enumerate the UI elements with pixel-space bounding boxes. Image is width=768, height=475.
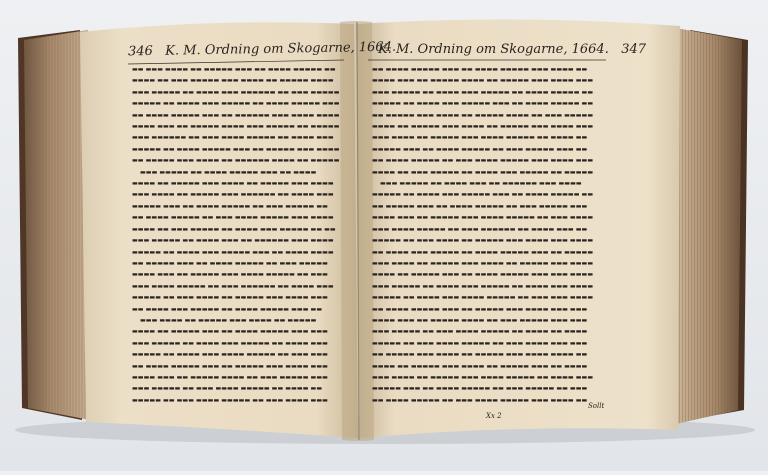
left-header-title: K. M. Ordning om Skogarne, 1664. [165,39,397,59]
right-running-head [378,42,646,57]
right-page-signature: Xx 2 [486,412,502,420]
right-page-catchword: Sollt [588,402,605,410]
left-page-body-text: ▬▬ ▬▬▬ ▬▬▬▬ ▬▬ ▬▬▬▬▬ ▬▬▬ ▬▬ ▬▬▬▬ ▬▬▬▬▬ ▬▬ ▬▬▬▬ ▬▬ ▬▬▬ ▬▬▬▬▬ ▬▬▬ ▬▬▬▬ ▬▬ ▬▬▬▬▬ ▬▬▬▬ ▬▬▬ ▬▬▬▬▬ ▬▬ ▬▬▬▬ ▬▬▬ ▬▬▬▬▬▬ ▬▬ ▬▬▬ ▬▬▬▬▬ ▬▬▬▬▬ ▬▬ ▬▬▬▬ ▬▬▬ ▬▬▬▬▬ ▬▬ ▬▬▬▬ ▬▬▬▬▬ ▬▬▬ ▬▬ ▬▬▬▬ ▬▬▬▬▬ ▬▬▬ ▬▬ ▬▬▬▬▬▬ ▬▬▬ ▬▬▬▬ ▬▬▬▬ ▬▬▬▬ ▬▬▬ ▬▬ ▬▬▬▬▬ ▬▬▬▬ ▬▬▬ ▬▬▬▬▬ ▬▬ ▬▬▬▬▬ ▬▬▬ ▬▬▬▬▬▬ ▬▬ ▬▬▬ ▬▬▬▬ ▬▬▬▬▬ ▬▬ ▬▬▬▬ ▬▬▬ ▬▬▬▬▬ ▬▬ ▬▬▬▬ ▬▬▬▬▬ ▬▬▬ ▬▬ ▬▬▬▬▬ ▬▬▬ ▬▬▬▬ ▬▬ ▬▬▬▬▬ ▬▬▬ ▬▬▬▬ ▬▬ ▬▬▬▬▬▬ ▬▬▬▬ ▬▬ ▬▬▬▬▬ ▬▬▬ ▬▬▬▬▬ ▬▬ ▬▬▬▬ ▬▬▬▬▬ ▬▬▬ ▬▬ ▬▬▬▬ ▬▬▬▬ ▬▬ ▬▬▬▬▬ ▬▬▬ ▬▬▬▬ ▬▬ ▬▬▬▬▬ ▬▬▬ ▬▬▬▬ ▬▬▬ ▬▬▬▬ ▬▬ ▬▬▬▬▬ ▬▬▬ ▬▬▬▬▬▬ ▬▬ ▬▬▬▬ ▬▬▬ ▬▬▬▬▬ ▬▬▬ ▬▬ ▬▬▬▬ ▬▬▬▬▬ ▬▬ ▬▬▬ ▬▬▬▬▬ ▬▬ ▬▬ ▬▬▬▬ ▬▬▬▬▬ ▬▬ ▬▬▬ ▬▬▬▬ ▬▬▬▬▬ ▬▬▬ ▬▬▬▬ ▬▬▬▬ ▬▬ ▬▬▬ ▬▬▬▬▬ ▬▬ ▬▬▬▬ ▬▬▬ ▬▬▬▬▬ ▬▬ ▬▬ ▬▬▬ ▬▬▬▬▬ ▬▬ ▬▬▬▬ ▬▬▬ ▬▬ ▬▬▬▬▬▬ ▬▬▬ ▬▬▬▬ ▬▬▬▬▬ ▬▬ ▬▬▬▬ ▬▬▬ ▬▬▬▬▬ ▬▬▬ ▬▬ ▬▬▬▬ ▬▬▬▬ ▬▬ ▬▬▬▬▬ ▬▬▬ ▬▬ ▬▬▬▬ ▬▬▬▬▬ ▬▬ ▬▬▬ ▬▬▬▬▬ ▬▬▬▬ ▬▬▬ ▬▬ ▬▬▬▬▬ ▬▬▬ ▬▬▬▬ ▬▬▬▬▬ ▬▬ ▬▬▬ ▬▬▬ ▬▬▬▬ ▬▬▬▬▬ ▬▬ ▬▬▬ ▬▬▬▬▬▬ ▬▬ ▬▬▬▬ ▬▬▬ ▬▬▬▬▬ ▬▬ ▬▬▬ ▬▬▬▬ ▬▬ ▬▬▬▬▬ ▬▬▬ ▬▬▬▬ ▬▬▬ ▬▬ ▬▬▬▬ ▬▬▬ ▬▬▬▬▬ ▬▬ ▬▬▬▬ ▬▬▬▬▬ ▬▬▬ ▬▬ ▬▬▬ ▬▬▬▬ ▬▬ ▬▬▬▬▬ ▬▬▬ ▬▬▬▬ ▬▬ ▬▬▬▬▬ ▬▬▬▬ ▬▬ ▬▬▬▬▬ ▬▬▬ ▬▬ ▬▬▬▬ ▬▬▬▬▬ ▬▬▬ ▬▬▬ ▬▬▬ ▬▬▬▬▬ ▬▬ ▬▬▬▬ ▬▬▬ ▬▬▬▬▬ ▬▬ ▬▬▬▬ ▬▬▬ ▬▬▬▬▬ ▬▬ ▬▬▬▬ ▬▬▬ ▬▬▬▬ ▬▬▬▬▬ ▬▬ ▬▬▬ ▬▬▬ ▬▬ ▬▬▬▬ ▬▬▬▬▬ ▬▬▬ ▬▬ ▬▬▬▬▬ ▬▬▬ ▬▬▬▬ ▬▬▬ ▬▬▬▬ ▬▬▬ ▬▬ ▬▬▬▬▬ ▬▬▬▬ ▬▬ ▬▬▬ ▬▬▬▬▬ ▬▬▬ ▬▬▬ ▬▬▬▬▬ ▬▬ ▬▬▬ ▬▬▬▬ ▬▬▬▬▬ ▬▬ ▬▬▬▬ ▬▬ ▬▬▬▬▬ ▬▬ ▬▬▬ ▬▬▬▬ ▬▬▬▬▬ ▬▬ ▬▬▬ ▬▬▬▬ ▬▬▬ [132,66,340,404]
left-page-number: 346 [127,43,153,60]
right-header-title: K. M. Ordning om Skogarne, 1664. [378,42,609,57]
right-page-body-text: ▬▬ ▬▬▬▬ ▬▬▬▬▬ ▬▬▬ ▬▬ ▬▬▬▬ ▬▬▬▬▬ ▬▬▬ ▬▬▬▬ ▬▬ ▬▬▬▬ ▬▬▬ ▬▬ ▬▬▬▬▬ ▬▬▬▬ ▬▬ ▬▬▬▬▬ ▬▬▬ ▬▬▬▬ ▬▬▬ ▬▬▬ ▬▬▬▬▬ ▬▬ ▬▬▬▬ ▬▬▬ ▬▬▬▬▬ ▬▬ ▬▬▬▬ ▬▬▬▬▬ ▬▬ ▬▬▬▬▬ ▬▬ ▬▬▬▬ ▬▬▬ ▬▬▬▬▬ ▬▬▬ ▬▬ ▬▬▬▬ ▬▬▬▬▬ ▬▬ ▬▬ ▬▬▬▬▬ ▬▬▬ ▬▬▬▬ ▬▬ ▬▬▬▬▬ ▬▬▬▬ ▬▬ ▬▬▬ ▬▬▬▬▬ ▬▬▬▬ ▬▬ ▬▬▬▬▬ ▬▬▬ ▬▬▬▬ ▬▬ ▬▬▬▬▬ ▬▬▬ ▬▬▬▬ ▬▬▬ ▬▬▬ ▬▬▬▬ ▬▬ ▬▬▬▬▬ ▬▬▬ ▬▬▬▬ ▬▬▬▬▬ ▬▬ ▬▬▬▬ ▬▬ ▬▬▬▬▬ ▬▬▬ ▬▬ ▬▬▬▬ ▬▬▬▬▬ ▬▬ ▬▬▬ ▬▬▬▬▬ ▬▬▬ ▬▬ ▬▬ ▬▬▬▬ ▬▬▬▬▬ ▬▬ ▬▬▬ ▬▬▬▬ ▬▬▬▬▬ ▬▬▬ ▬▬▬▬ ▬▬▬ ▬▬▬▬ ▬▬ ▬▬▬ ▬▬▬▬▬ ▬▬ ▬▬▬▬ ▬▬▬ ▬▬▬▬▬ ▬▬ ▬▬▬▬▬ ▬▬▬ ▬▬▬▬▬ ▬▬ ▬▬▬▬ ▬▬▬ ▬▬ ▬▬▬▬▬▬ ▬▬▬ ▬▬▬▬ ▬▬▬▬▬ ▬▬ ▬▬▬▬ ▬▬▬ ▬▬▬▬▬ ▬▬▬ ▬▬ ▬▬▬▬ ▬▬▬▬▬ ▬▬ ▬▬ ▬▬▬▬▬ ▬▬▬ ▬▬ ▬▬▬▬ ▬▬▬▬▬ ▬▬ ▬▬▬ ▬▬▬▬▬ ▬▬▬ ▬▬▬▬ ▬▬▬ ▬▬ ▬▬▬▬▬ ▬▬▬ ▬▬▬▬ ▬▬▬▬▬ ▬▬ ▬▬▬ ▬▬▬▬ ▬▬▬ ▬▬▬▬ ▬▬▬▬▬ ▬▬ ▬▬▬ ▬▬▬▬▬▬ ▬▬ ▬▬▬▬ ▬▬▬ ▬▬ ▬▬▬▬▬ ▬▬ ▬▬▬ ▬▬▬▬ ▬▬ ▬▬▬▬▬ ▬▬▬ ▬▬▬▬ ▬▬▬ ▬▬▬▬ ▬▬ ▬▬▬▬ ▬▬▬ ▬▬▬▬▬ ▬▬ ▬▬▬▬ ▬▬▬▬▬ ▬▬▬ ▬▬ ▬▬▬▬▬ ▬▬▬ ▬▬▬▬ ▬▬ ▬▬▬▬▬ ▬▬▬ ▬▬▬▬ ▬▬ ▬▬▬▬▬ ▬▬▬ ▬▬▬▬ ▬▬▬▬ ▬▬ ▬▬▬▬▬ ▬▬▬ ▬▬ ▬▬▬▬ ▬▬▬▬▬ ▬▬▬ ▬▬▬ ▬▬▬▬ ▬▬▬ ▬▬▬▬▬ ▬▬ ▬▬▬▬ ▬▬▬ ▬▬▬▬▬ ▬▬ ▬▬▬▬ ▬▬▬ ▬▬▬▬ ▬▬▬▬▬ ▬▬ ▬▬▬▬ ▬▬▬ ▬▬▬▬ ▬▬▬▬▬ ▬▬ ▬▬▬ ▬▬▬ ▬▬▬▬ ▬▬ ▬▬▬▬ ▬▬▬▬▬ ▬▬▬ ▬▬ ▬▬▬▬▬ ▬▬▬ ▬▬▬▬ ▬▬▬ ▬▬▬ ▬▬▬▬ ▬▬▬ ▬▬ ▬▬▬▬▬ ▬▬▬▬ ▬▬ ▬▬▬ ▬▬▬▬▬ ▬▬▬ ▬▬▬ ▬▬▬ ▬▬▬▬▬ ▬▬ ▬▬▬ ▬▬▬▬ ▬▬▬▬▬ ▬▬ ▬▬▬▬ ▬▬ ▬▬▬▬ ▬▬▬▬▬ ▬▬ ▬▬▬ ▬▬▬▬ ▬▬▬▬▬ ▬▬ ▬▬▬ ▬▬▬▬ ▬▬▬ ▬▬▬ ▬▬ ▬▬▬▬▬ ▬▬▬ ▬▬▬▬ ▬▬ ▬▬▬▬▬ ▬▬▬ ▬▬▬▬ ▬▬▬▬ ▬▬ ▬▬▬▬ ▬▬ ▬▬▬▬▬ ▬▬▬ ▬▬▬▬ ▬▬ ▬▬▬▬▬ ▬▬▬ ▬▬ ▬▬▬▬ ▬▬▬ ▬▬▬▬ ▬▬ ▬▬▬▬▬ ▬▬▬ ▬▬▬▬ ▬▬▬▬▬ ▬▬ ▬▬▬▬ ▬▬▬ ▬▬▬▬▬ ▬▬▬ ▬▬ ▬▬▬▬ ▬▬▬▬▬ ▬▬ ▬▬▬ ▬▬▬▬▬ ▬▬ ▬▬▬ ▬▬ ▬▬▬▬ ▬▬▬▬▬ ▬▬ ▬▬▬ ▬▬▬▬ ▬▬▬▬▬ ▬▬▬ ▬▬▬▬ ▬▬ [372,66,594,404]
right-page-number: 347 [621,42,647,57]
